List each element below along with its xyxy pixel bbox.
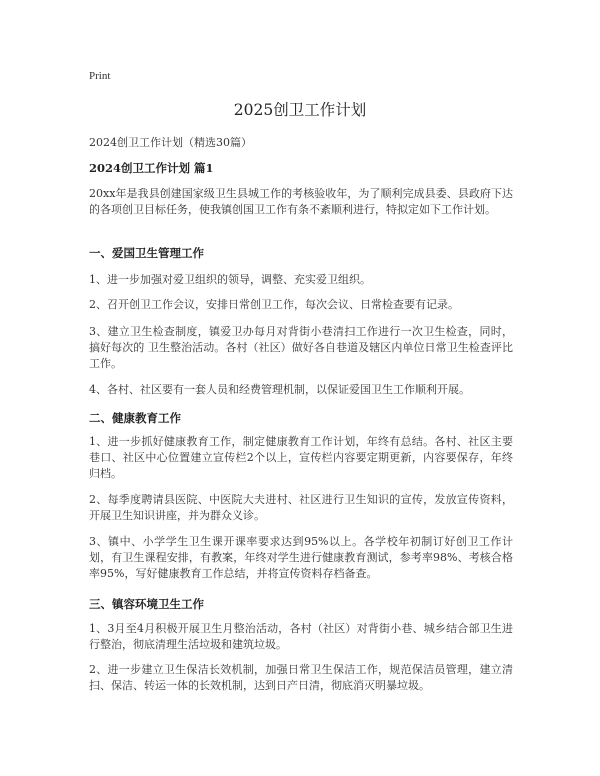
part1-item-4: 4、各村、社区要有一套人员和经费管理机制，以保证爱国卫生工作顺利开展。 [89, 383, 470, 396]
part1-item-1: 1、进一步加强对爱卫组织的领导，调整、充实爱卫组织。 [89, 273, 371, 286]
part3-item-1: 1、3月至4月积极开展卫生月整治活动，各村（社区）对背街小巷、城乡结合部卫生进行整治，彻底清理生活垃圾和建筑垃圾。 [89, 622, 513, 652]
part2-item-3: 3、镇中、小学学生卫生课开课率要求达到95%以上。各学校年初制订好创卫工作计划，有卫生课程安排，有教案，年终对学生进行健康教育测试，参考率98%、考核合格率95%，写好健康教育工作总结，并将宣传资料存档备查。 [89, 535, 513, 581]
print-link[interactable]: Print [89, 70, 111, 82]
part2-item-2: 2、每季度聘请县医院、中医院大夫进村、社区进行卫生知识的宣传，发放宣传资料，开展卫生知识讲座，并为群众义诊。 [89, 493, 513, 523]
document-subtitle: 2024创卫工作计划（精选30篇） [89, 136, 252, 149]
part3-item-2: 2、进一步建立卫生保洁长效机制，加强日常卫生保洁工作，规范保洁员管理，建立清扫、保洁、转运一体的长效机制，达到日产日清，彻底消灭明暴垃圾。 [89, 663, 513, 693]
part1-heading: 一、爱国卫生管理工作 [89, 246, 204, 260]
part1-item-3: 3、建立卫生检查制度，镇爱卫办每月对背街小巷清扫工作进行一次卫生检查，同时，搞好每次的 卫生整治活动。各村（社区）做好各自巷道及辖区内单位日常卫生检查评比工作。 [89, 325, 513, 371]
part2-heading: 二、健康教育工作 [89, 411, 181, 425]
part3-heading: 三、镇容环境卫生工作 [89, 597, 204, 611]
part2-item-1: 1、进一步抓好健康教育工作，制定健康教育工作计划，年终有总结。各村、社区主要巷口、社区中心位置建立宣传栏2个以上，宣传栏内容要定期更新，内容要保存，年终归档。 [89, 435, 513, 481]
page-title: 2025创卫工作计划 [233, 101, 367, 119]
part1-item-2: 2、召开创卫工作会议，安排日常创卫工作，每次会议、日常检查要有记录。 [89, 298, 459, 311]
intro-paragraph: 20xx年是我县创建国家级卫生县城工作的考核验收年，为了顺利完成县委、县政府下达的各项创卫目标任务，使我镇创国卫工作有条不紊顺利进行，特拟定如下工作计划。 [89, 187, 513, 217]
section-heading: 2024创卫工作计划 篇1 [89, 161, 214, 175]
